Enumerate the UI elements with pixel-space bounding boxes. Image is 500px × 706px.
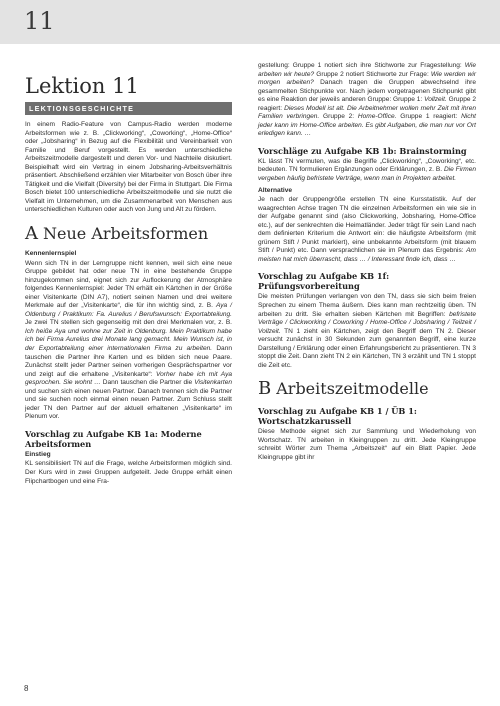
kb1-paragraph: Diese Methode eignet sich zur Sammlung und Wiederholung von Wortschatz. TN arbeiten in Kleingruppen zu dritt. Jede Kleingruppe schreibt Wörter zum Thema „Arbeitszeit“ auf ein Blatt Papier. Jede Kleingruppe gibt ihr [258, 428, 476, 461]
kb1b-paragraph [258, 158, 476, 184]
right-column [258, 62, 476, 466]
section-b-title: Arbeitszeitmodelle [276, 379, 429, 399]
kb1f-paragraph [258, 293, 476, 370]
text-run: Je nach der Gruppengröße erstellen TN eine Kursstatistik. Auf der waagrechten Achse tragen TN die einzelnen Arbeitsformen ein wie sie in der Aufgabe genannt sind (also Clickworking, Jobsharing, Home-Office etc.), auf der senkrechten die Heimatländer. Jeder trägt für sein Land nach dem definierten Kriterium die Antwort ein: die häufigste Arbeitsform (mit grünem Stift / Punkt markiert), eine unbekannte Arbeitsform (mit blauem Stift / Punkt) etc. Dann versprachlichen sie im Plenum das Ergebnis: [258, 196, 476, 255]
lesson-title: Lektion 11 [25, 74, 139, 98]
kb1f-heading: Vorschlag zu Aufgabe KB 1f: Prüfungsvorbereitung [258, 271, 390, 292]
example-italic: Ich heiße Aya und wohne zur Zeit in Oldenburg. Mein Praktikum habe ich bei Firma Aurelius drei Monate lang gemacht. Mein Wunsch ist, in der Exportabteilung einer internationalen Firma zu arbeiten. [25, 327, 232, 352]
example-italic: Visitenkarten [194, 379, 232, 387]
example-italic: Vorher habe ich mit Aya gesprochen. Sie wohnt … [25, 370, 232, 387]
intro-paragraph: In einem Radio-Feature von Campus-Radio werden moderne Arbeitsformen wie z. B. „Clickworking“, „Coworking“, „Home-Office“ oder „Jobsharing“ in Bezug auf die Flexibilität und Vereinbarkeit von Familie und Beruf vorgestellt. Es werden unterschiedliche Arbeitszeitmodelle dargestellt und deren Vor- und Nachteile diskutiert. Beispielhaft wird ein Vertrag in einem Jobsharing-Arbeitsverhältnis präsentiert. Abschließend erzählen vier Mitarbeiter von Bosch über ihre Tätigkeit und die Vielfalt (Diversity) bei der Firma in Stuttgart. Die Firma Bosch bietet 100 unterschiedliche Arbeitszeitmodelle und sie nutzt die Vielfalt im Unternehmen, um die Zusammenarbeit von Menschen aus unterschiedlichen Kulturen oder auch von Jung und Alt zu fördern. [25, 121, 232, 214]
section-a-letter: A [25, 223, 38, 245]
text-run: Dann tauschen die Partner die [100, 379, 195, 387]
kb1a-heading: Vorschlag zu Aufgabe KB 1a: Moderne Arbeitsformen [25, 428, 202, 449]
alternative-paragraph [258, 196, 476, 264]
example-italic: Die Firmen vergeben häufig befristete Verträge, wenn man in Projekten arbeitet. [258, 166, 477, 183]
text-run: KL lässt TN vermuten, was die Begriffe „Clickworking“, „Coworking“, etc. bedeuten. TN formulieren Ergänzungen oder Erklärungen, z. B. [258, 157, 476, 174]
einstieg-paragraph: KL sensibilisiert TN auf die Frage, welche Arbeitsformen möglich sind. Der Kurs wird in zwei Gruppen aufgeteilt. Jede Gruppe erhält einen Flipchartbogen und eine Fra- [25, 460, 232, 485]
chapter-header-bar [0, 0, 500, 44]
text-run: Gruppe 2: [319, 113, 358, 121]
example-italic: Nicht jeder kann im Home-Office arbeiten. Es gibt Aufgaben, die man nur vor Ort erledigen kann. … [258, 113, 476, 138]
kb1b-heading: Vorschläge zu Aufgabe KB 1b: Brainstorming [258, 145, 467, 156]
text-run: Je zwei TN stellen sich gegenseitig mit den drei Merkmalen vor, z. B. [25, 319, 232, 327]
alternative-label: Alternative [258, 186, 293, 194]
chapter-number: 11 [24, 7, 55, 35]
section-b-letter: B [258, 378, 272, 400]
text-run: und suchen sich einen neuen Partner. Danach trennen sich die Partner und sie suchen noch einmal einen neuen Partner. Zum Schluss stellt jeder TN den Partner auf der aktuell erhaltenen „Visitenkarte“ im Plenum vor. [25, 387, 232, 421]
example-italic: befristete Verträge / Clickworking / Coworking / Home-Office / Jobsharing / Teilzeit / Vollzeit. [258, 310, 476, 335]
section-b-heading [258, 378, 476, 399]
example-italic: Dieses Modell ist alt. Die Arbeitnehmer wollen mehr Zeit mit ihren Familien verbringen. [258, 104, 476, 121]
text-run: Wenn sich TN in der Lerngruppe nicht kennen, weil sich eine neue Gruppe gebildet hat oder neue TN in eine bestehende Gruppe hinzugekommen sind, eignet sich zur Auflockerung der Atmosphäre folgendes Kennenlernspiel: Jeder TN erhält ein Kärtchen in der Größe einer Visitenkarte (DIN A7), notiert seinen Namen und drei weitere Merkmale auf der „Visitenkarte“, die für ihn wichtig sind, z. B. [25, 259, 232, 310]
example-italic: Wie werden wir morgen arbeiten? [258, 70, 476, 87]
text-run: Danach tragen die Gruppen abwechselnd ihre gesammelten Stichpunkte vor. Nach jedem vorgetragenen Stichpunkt gibt es eine Reaktion der jeweils anderen Gruppe: Gruppe 1: [258, 79, 476, 104]
kennenlernspiel-paragraph [25, 260, 232, 422]
kennenlernspiel-label: Kennenlernspiel [25, 250, 77, 258]
text-run: Die meisten Prüfungen verlangen von den TN, dass sie sich beim freien Sprechen zu einem Thema äußern. Dies kann man rechtzeitig üben. TN arbeiten zu dritt. Sie erhalten sieben Kärtchen mit Begriffen: [258, 293, 476, 318]
section-band-lektionsgeschichte: LEKTIONSGESCHICHTE [25, 102, 232, 115]
text-run: Gruppe 2 notiert Stichworte zur Frage: [314, 70, 431, 78]
section-a-heading [25, 223, 232, 244]
text-run: gestellung: Gruppe 1 notiert sich ihre Stichworte zur Fragestellung: [258, 62, 465, 69]
example-italic: Home-Office. [357, 113, 397, 121]
continued-paragraph [258, 62, 476, 139]
example-italic: Aya / Oldenburg / Praktikum: Fa. Aurelius / Berufswunsch: Exportabteilung. [25, 302, 232, 318]
left-column [25, 74, 232, 489]
text-run: Gruppe 1 reagiert: [396, 113, 462, 121]
example-italic: Wie arbeiten wir heute? [258, 62, 476, 78]
example-italic: Vollzeit. [424, 96, 447, 104]
einstieg-label: Einstieg [25, 450, 51, 458]
text-run: Gruppe 2 reagiert: [258, 96, 476, 112]
text-run: TN 1 zieht ein Kärtchen, zeigt den Begriff dem TN 2. Dieser versucht zunächst in 30 Sekunden zum genannten Begriff, eine kurze Darstellung / Erklärung oder einen Erfahrungsbericht zu präsentieren. TN 3 stoppt die Zeit. Dann zieht TN 2 ein Kärtchen, TN 3 erzählt und TN 1 stoppt die Zeit etc. [258, 327, 476, 369]
page-number: 8 [24, 684, 29, 693]
section-a-title: Neue Arbeitsformen [43, 224, 209, 244]
example-italic: Am meisten hat mich überrascht, dass … / Interessant finde ich, dass … [258, 247, 476, 263]
kb1-heading: Vorschlag zu Aufgabe KB 1 / ÜB 1: Wortschatzkarussell [258, 406, 417, 427]
text-run: Dann tauschen die Partner ihre Karten und es bilden sich neue Paare. Zunächst stellt jeder Partner seinen vorherigen Gesprächspartner vor und zeigt auf die erhaltene „Visitenkarte“: [25, 344, 232, 378]
